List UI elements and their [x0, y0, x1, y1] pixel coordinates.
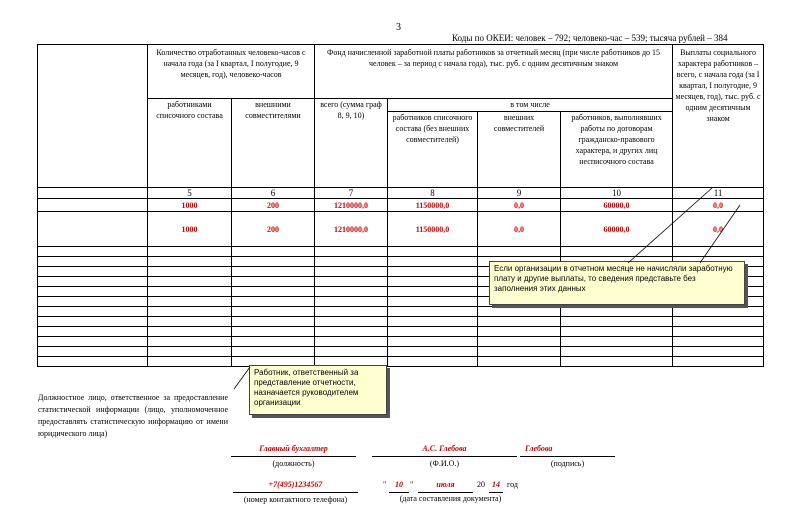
header-hours: Количество отработанных человеко-часов с начала года (за I квартал, I полугодие, 9 месяцев, год), человеко-часов: [148, 45, 315, 99]
date-caption: (дата составления документа): [399, 494, 502, 503]
table-cell[interactable]: 0,0: [478, 212, 561, 247]
position-value[interactable]: Главный бухгалтер: [231, 444, 356, 457]
table-cell[interactable]: 1210000,0: [315, 212, 388, 247]
table-cell[interactable]: 0,0: [478, 199, 561, 212]
col-number: 5: [148, 188, 232, 199]
table-cell[interactable]: 200: [232, 212, 315, 247]
date-year-word: год: [507, 480, 518, 489]
page-number: 3: [396, 22, 401, 33]
table-cell[interactable]: 1210000,0: [315, 199, 388, 212]
col-number: 10: [561, 188, 673, 199]
sign-value[interactable]: Глебова: [520, 444, 615, 457]
date-year-suffix[interactable]: 14: [489, 480, 503, 493]
table-cell[interactable]: 60000,0: [561, 199, 673, 212]
table-cell[interactable]: 0,0: [673, 212, 764, 247]
date-row: " 10 " июля 20 14 год: [383, 480, 523, 493]
callout-no-payments: Если организации в отчетном месяце не начисляли заработную плату и другие выплаты, то сведения представьте без заполнения этих данных: [489, 261, 745, 305]
name-value[interactable]: А.С. Глебова: [372, 444, 517, 457]
header-external-part: внешних совместителей: [478, 112, 561, 188]
header-total: всего (сумма граф 8, 9, 10): [315, 99, 388, 188]
header-including: в том числе: [388, 99, 673, 112]
date-year-prefix: 20: [477, 480, 485, 489]
sign-caption: (подпись): [550, 459, 585, 468]
table-cell[interactable]: 1150000,0: [388, 199, 478, 212]
callout-responsible: Работник, ответственный за представление отчетности, назначается руководителем организации: [249, 365, 387, 415]
header-listed: работниками списочного состава: [148, 99, 232, 188]
table-cell[interactable]: 1150000,0: [388, 212, 478, 247]
date-month[interactable]: июля: [418, 480, 473, 493]
col-number: 11: [673, 188, 764, 199]
name-caption: (Ф.И.О.): [429, 459, 460, 468]
header-listed-staff: работников списочного состава (без внешних совместителей): [388, 112, 478, 188]
table-cell[interactable]: 1000: [148, 212, 232, 247]
col-number: 6: [232, 188, 315, 199]
col-number: 8: [388, 188, 478, 199]
table-cell[interactable]: 0,0: [673, 199, 764, 212]
col-number: 9: [478, 188, 561, 199]
position-caption: (должность): [272, 459, 315, 468]
phone-value[interactable]: +7(495)1234567: [233, 480, 358, 493]
phone-caption: (номер контактного телефона): [243, 495, 348, 504]
official-text: Должностное лицо, ответственное за предоставление статистической информации (лицо, уполномоченное предоставлять статистическую информацию от имени юридического лица): [38, 393, 228, 438]
table-cell[interactable]: 200: [232, 199, 315, 212]
col-number: 7: [315, 188, 388, 199]
date-day[interactable]: 10: [389, 480, 409, 493]
header-contract: работников, выполнявших работы по договорам гражданско-правового характера, и других лиц несписочного состава: [561, 112, 673, 188]
okei-codes: Коды по ОКЕИ: человек – 792; человеко-час – 539; тысяча рублей – 384: [452, 33, 728, 43]
header-external: внешними совместителями: [232, 99, 315, 188]
table-cell[interactable]: 60000,0: [561, 212, 673, 247]
table-cell[interactable]: 1000: [148, 199, 232, 212]
header-fund: Фонд начисленной заработной платы работников за отчетный месяц (при числе работников до 15 человек – за период с начала года), тыс. руб. с одним десятичным знаком: [315, 45, 673, 99]
header-payments: Выплаты социального характера работников – всего, с начала года (за I квартал, I полугодие, 9 месяцев, год), тыс. руб. с одним десятичным знаком: [673, 45, 764, 188]
